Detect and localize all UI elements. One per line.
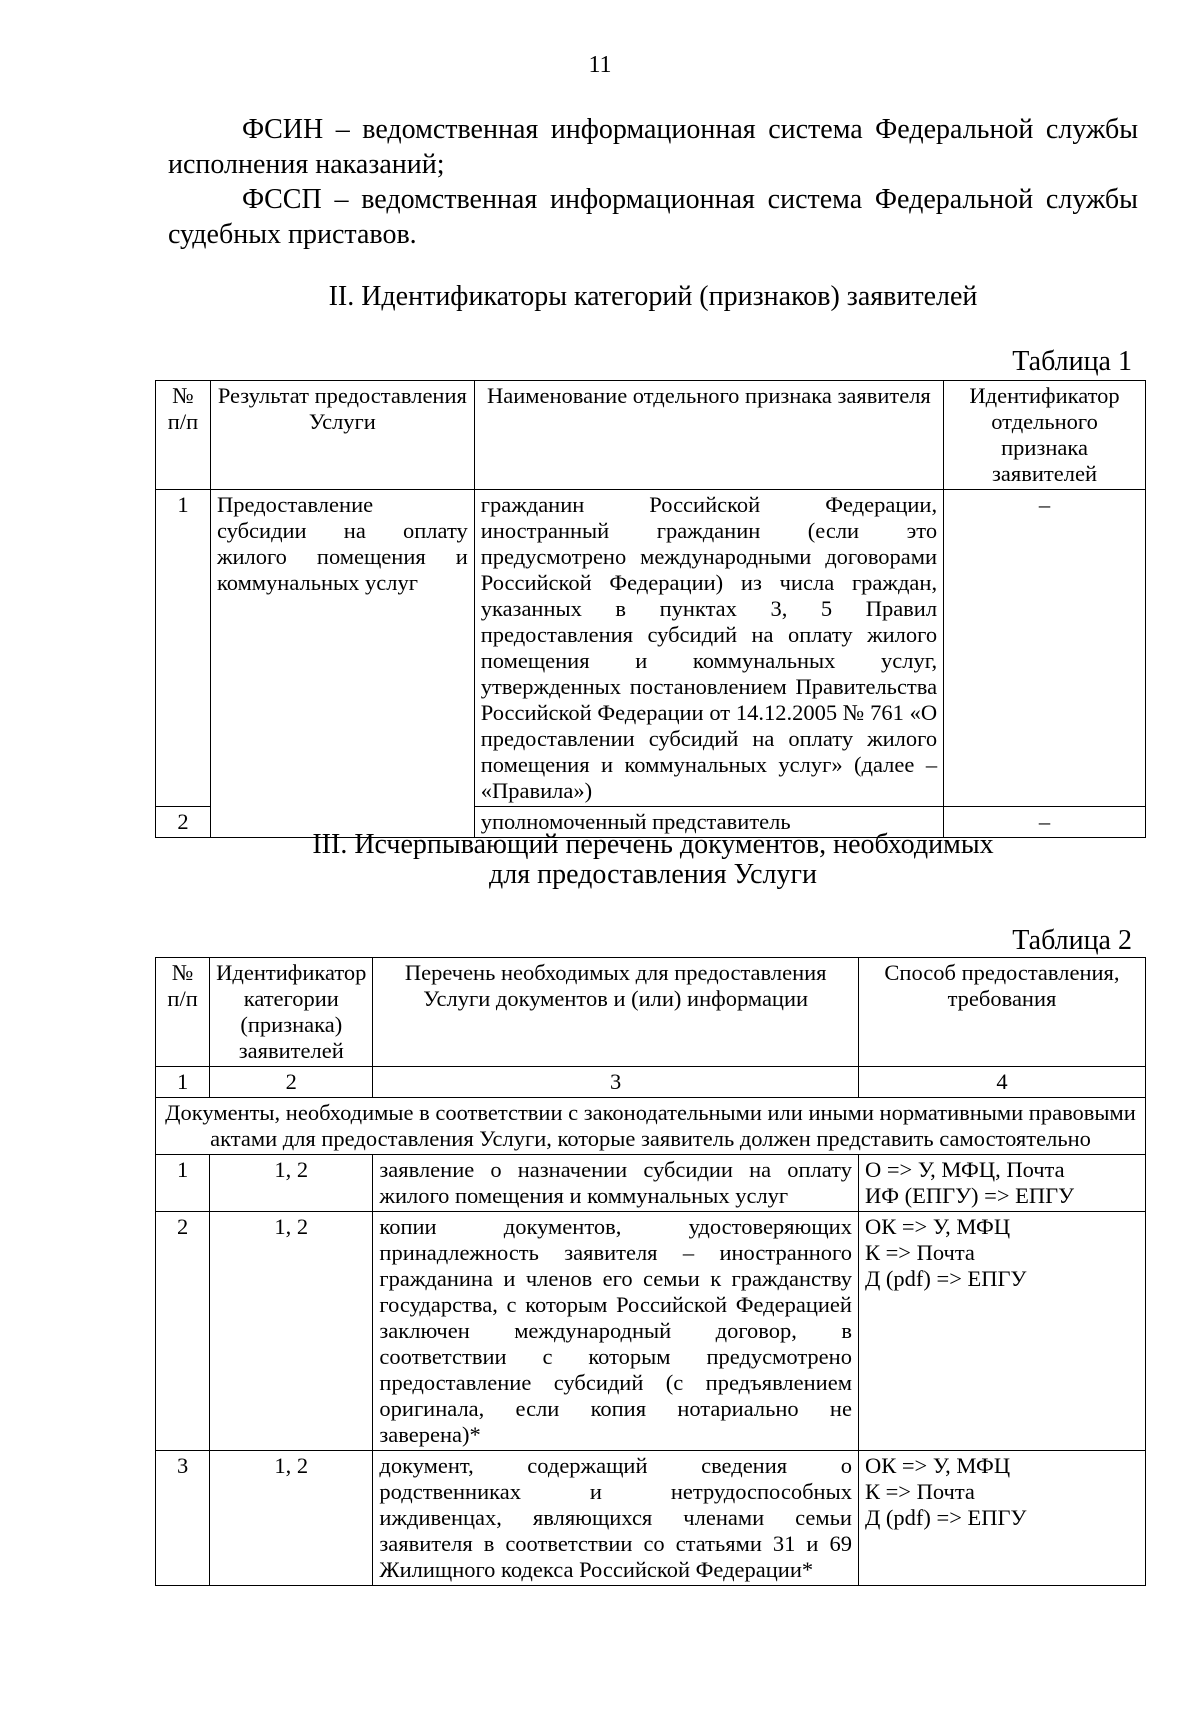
submission-method (858, 1155, 1145, 1212)
table-1-header-id: Идентификатор отдельного признака заявителей (944, 381, 1146, 490)
applicant-attribute: уполномоченный представитель (474, 807, 943, 838)
section-2-heading: II. Идентификаторы категорий (признаков) заявителей (328, 281, 978, 312)
page-number: 11 (588, 52, 612, 78)
method-line: К => Почта (864, 1479, 975, 1504)
intro-paragraph-fssp: ФССП – ведомственная информационная система Федеральной службы судебных приставов. (168, 184, 1138, 250)
document-description: документ, содержащий сведения о родственниках и нетрудоспособных иждивенцах, являющихся членами семьи заявителя в соответствии со статьями 31 и 69 Жилищного кодекса Российской Федерации* (373, 1451, 859, 1586)
table-1-header-num: № п/п (156, 381, 211, 490)
method-line: К => Почта (864, 1240, 975, 1265)
table-row (156, 1212, 1146, 1451)
group-heading: Документы, необходимые в соответствии с законодательными или иными нормативными правовыми актами для предоставления Услуги, которые заявитель должен представить самостоятельно (156, 1098, 1146, 1155)
row-number: 2 (156, 1212, 210, 1451)
attribute-identifier: – (944, 807, 1146, 838)
table-row (156, 1451, 1146, 1586)
section-3-heading (168, 830, 1138, 890)
table-1-header-row (156, 381, 1146, 490)
document-description: заявление о назначении субсидии на оплату жилого помещения и коммунальных услуг (373, 1155, 859, 1212)
table-2-header-row (156, 958, 1146, 1067)
method-line: О => У, МФЦ, Почта (864, 1157, 1065, 1182)
service-result: Предоставление субсидии на оплату жилого помещения и коммунальных услуг (210, 490, 474, 838)
table-2-group-row (156, 1098, 1146, 1155)
intro-paragraph-fsin: ФСИН – ведомственная информационная система Федеральной службы исполнения наказаний; (168, 114, 1138, 180)
table-row (156, 1155, 1146, 1212)
table-2-caption: Таблица 2 (1012, 925, 1132, 956)
table-1-caption: Таблица 1 (1012, 346, 1132, 377)
method-line: ОК => У, МФЦ (864, 1453, 1011, 1478)
table-row (156, 490, 1146, 807)
section-3-heading-line-2: для предоставления Услуги (489, 859, 817, 890)
table-2 (155, 957, 1146, 1586)
column-number: 4 (858, 1067, 1145, 1098)
column-number: 1 (156, 1067, 210, 1098)
intro-text (168, 112, 1138, 252)
table-1-header-result: Результат предоставления Услуги (210, 381, 474, 490)
method-line: ИФ (ЕПГУ) => ЕПГУ (864, 1183, 1075, 1208)
attribute-identifier: – (944, 490, 1146, 807)
table-2-header-category: Идентификатор категории (признака) заявителей (210, 958, 373, 1067)
method-line: ОК => У, МФЦ (864, 1214, 1011, 1239)
table-2-header-method: Способ предоставления, требования (858, 958, 1145, 1067)
method-line: Д (pdf) => ЕПГУ (864, 1266, 1027, 1291)
method-line: Д (pdf) => ЕПГУ (864, 1505, 1027, 1530)
section-3-heading-line-1: III. Исчерпывающий перечень документов, необходимых (312, 829, 994, 860)
column-number: 2 (210, 1067, 373, 1098)
applicant-attribute: гражданин Российской Федерации, иностранный гражданин (если это предусмотрено международными договорами Российской Федерации) из числа граждан, указанных в пунктах 3, 5 Правил предоставления субсидий на оплату жилого помещения и коммунальных услуг, утвержденных постановлением Правительства Российской Федерации от 14.12.2005 № 761 «О предоставлении субсидий на оплату жилого помещения и коммунальных услуг» (далее – «Правила») (474, 490, 943, 807)
column-number: 3 (373, 1067, 859, 1098)
category-identifier: 1, 2 (210, 1212, 373, 1451)
document-description: копии документов, удостоверяющих принадлежность заявителя – иностранного гражданина и членов его семьи к гражданству государства, с которым Российской Федерацией заключен международный договор, в соответствии с которым предусмотрено предоставление субсидий (с предъявлением оригинала, если копия нотариально не заверена)* (373, 1212, 859, 1451)
table-2-header-documents: Перечень необходимых для предоставления Услуги документов и (или) информации (373, 958, 859, 1067)
row-number: 2 (156, 807, 211, 838)
table-1-header-name: Наименование отдельного признака заявителя (474, 381, 943, 490)
row-number: 1 (156, 1155, 210, 1212)
submission-method (858, 1451, 1145, 1586)
submission-method (858, 1212, 1145, 1451)
table-2-header-num: № п/п (156, 958, 210, 1067)
table-2-column-numbers (156, 1067, 1146, 1098)
category-identifier: 1, 2 (210, 1155, 373, 1212)
row-number: 1 (156, 490, 211, 807)
row-number: 3 (156, 1451, 210, 1586)
table-1 (155, 380, 1146, 838)
category-identifier: 1, 2 (210, 1451, 373, 1586)
